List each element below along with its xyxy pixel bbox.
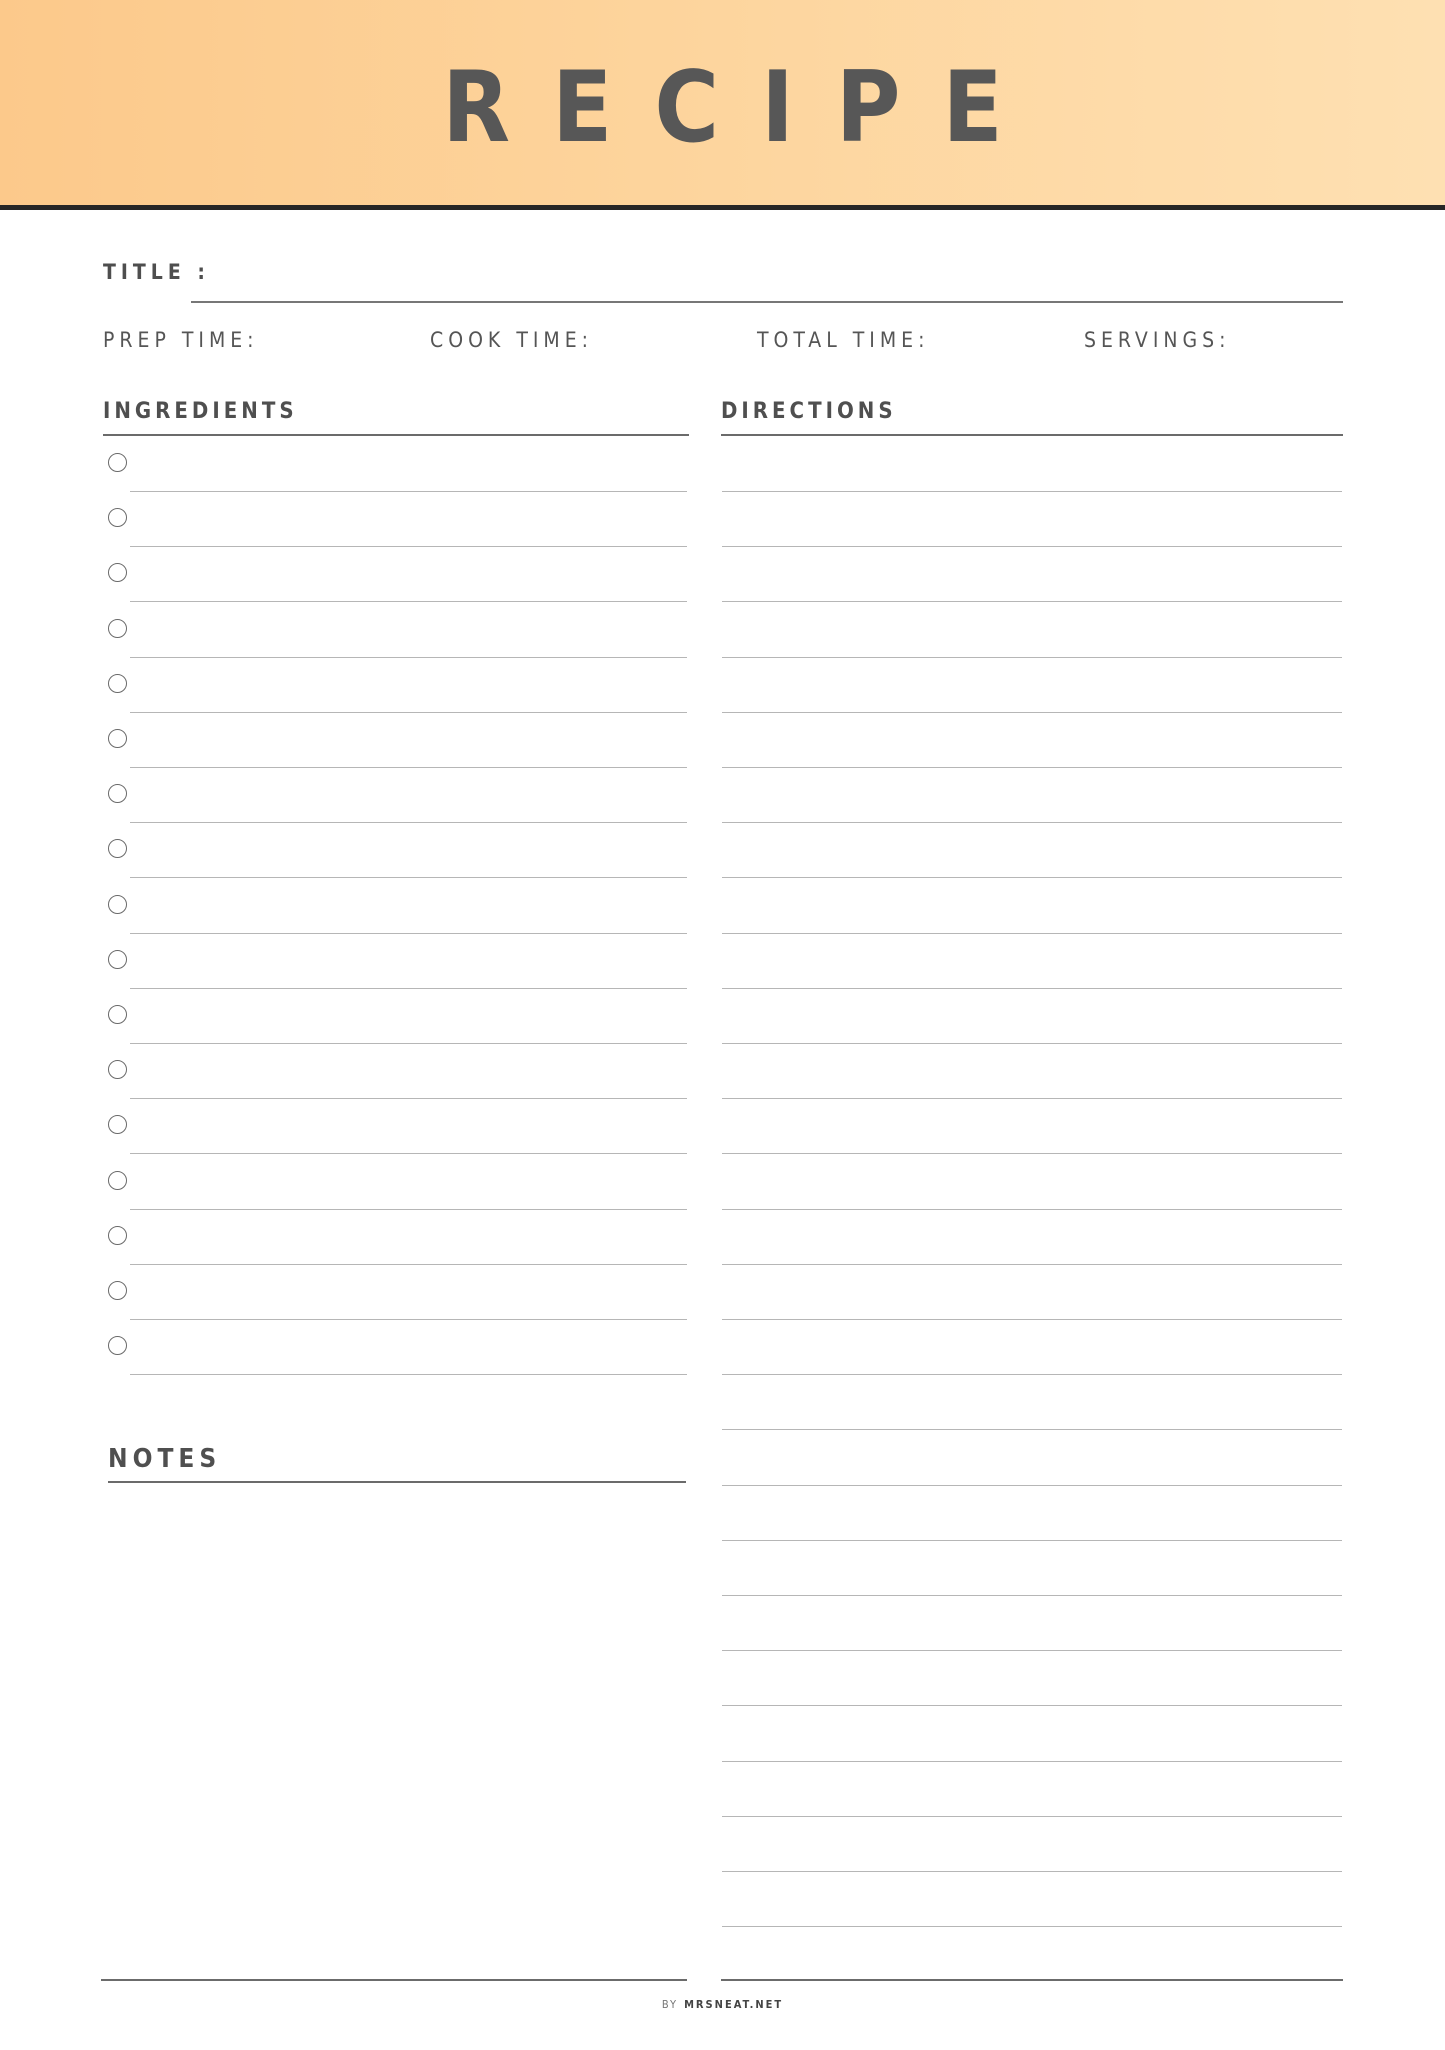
ingredient-checkbox[interactable] (108, 729, 127, 748)
direction-line[interactable] (722, 1650, 1342, 1651)
direction-line[interactable] (722, 712, 1342, 713)
ingredient-line[interactable] (130, 1319, 687, 1320)
direction-line[interactable] (722, 1374, 1342, 1375)
direction-line[interactable] (722, 1319, 1342, 1320)
ingredient-checkbox[interactable] (108, 563, 127, 582)
ingredient-checkbox[interactable] (108, 619, 127, 638)
ingredient-line[interactable] (130, 933, 687, 934)
ingredient-line[interactable] (130, 601, 687, 602)
footer-by: BY (661, 1998, 679, 2011)
prep-time-label: PREP TIME: (103, 328, 259, 352)
ingredient-checkbox[interactable] (108, 508, 127, 527)
direction-line[interactable] (722, 1871, 1342, 1872)
direction-line[interactable] (722, 1705, 1342, 1706)
direction-line[interactable] (722, 1485, 1342, 1486)
direction-line[interactable] (722, 1043, 1342, 1044)
ingredient-line[interactable] (130, 712, 687, 713)
notes-heading-rule (108, 1481, 686, 1483)
direction-line[interactable] (722, 1098, 1342, 1099)
notes-bottom-rule (101, 1979, 687, 1981)
ingredient-checkbox[interactable] (108, 1226, 127, 1245)
direction-line[interactable] (722, 491, 1342, 492)
ingredient-line[interactable] (130, 657, 687, 658)
ingredient-line[interactable] (130, 1264, 687, 1265)
ingredient-checkbox[interactable] (108, 950, 127, 969)
title-input-line[interactable] (191, 301, 1343, 303)
ingredient-checkbox[interactable] (108, 453, 127, 472)
ingredient-line[interactable] (130, 767, 687, 768)
direction-line[interactable] (722, 767, 1342, 768)
ingredient-checkbox[interactable] (108, 784, 127, 803)
footer-credit (0, 1998, 1445, 2011)
ingredient-checkbox[interactable] (108, 1005, 127, 1024)
direction-line[interactable] (722, 546, 1342, 547)
ingredient-line[interactable] (130, 1043, 687, 1044)
ingredient-line[interactable] (130, 988, 687, 989)
ingredient-checkbox[interactable] (108, 1336, 127, 1355)
ingredient-checkbox[interactable] (108, 1171, 127, 1190)
direction-line[interactable] (722, 822, 1342, 823)
direction-line[interactable] (722, 1595, 1342, 1596)
directions-heading-rule (721, 434, 1343, 436)
direction-line[interactable] (722, 601, 1342, 602)
direction-line[interactable] (722, 988, 1342, 989)
ingredient-line[interactable] (130, 1374, 687, 1375)
direction-line[interactable] (722, 933, 1342, 934)
ingredients-heading-rule (103, 434, 689, 436)
header-divider (0, 205, 1445, 210)
notes-area[interactable] (103, 1490, 686, 1975)
ingredient-line[interactable] (130, 822, 687, 823)
page-title: RECIPE (442, 51, 1045, 165)
title-label: TITLE : (103, 260, 210, 284)
ingredient-line[interactable] (130, 491, 687, 492)
ingredient-checkbox[interactable] (108, 1115, 127, 1134)
ingredient-line[interactable] (130, 1098, 687, 1099)
total-time-label: TOTAL TIME: (757, 328, 930, 352)
ingredient-checkbox[interactable] (108, 839, 127, 858)
servings-label: SERVINGS: (1084, 328, 1231, 352)
direction-line[interactable] (722, 877, 1342, 878)
ingredient-checkbox[interactable] (108, 674, 127, 693)
ingredient-checkbox[interactable] (108, 895, 127, 914)
ingredient-line[interactable] (130, 546, 687, 547)
ingredients-heading: INGREDIENTS (103, 399, 298, 424)
footer-brand: MRSNEAT.NET (684, 1998, 784, 2011)
direction-line[interactable] (722, 1153, 1342, 1154)
directions-heading: DIRECTIONS (721, 399, 897, 424)
direction-line[interactable] (722, 1209, 1342, 1210)
ingredient-line[interactable] (130, 877, 687, 878)
ingredient-line[interactable] (130, 1209, 687, 1210)
ingredient-checkbox[interactable] (108, 1281, 127, 1300)
ingredient-checkbox[interactable] (108, 1060, 127, 1079)
cook-time-label: COOK TIME: (430, 328, 594, 352)
notes-heading: NOTES (108, 1444, 222, 1474)
direction-line[interactable] (722, 1816, 1342, 1817)
direction-line[interactable] (722, 657, 1342, 658)
direction-line[interactable] (722, 1540, 1342, 1541)
ingredient-line[interactable] (130, 1153, 687, 1154)
direction-line[interactable] (722, 1761, 1342, 1762)
direction-line[interactable] (722, 1926, 1342, 1927)
direction-line[interactable] (722, 1264, 1342, 1265)
direction-line[interactable] (722, 1429, 1342, 1430)
directions-bottom-rule (721, 1979, 1343, 1981)
